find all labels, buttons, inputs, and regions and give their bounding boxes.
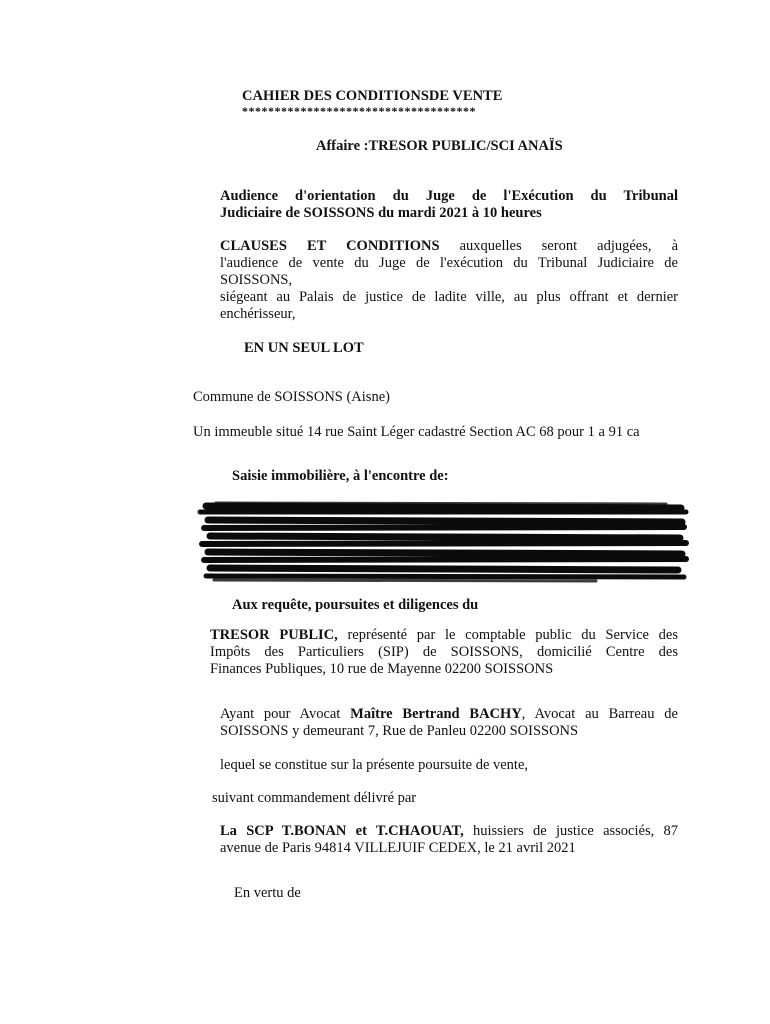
huissiers-line-1-rest: huissiers de justice associés, 87 — [463, 823, 678, 839]
clauses-line-4: siégeant au Palais de justice de ladite ville, au plus offrant et dernier — [220, 289, 678, 305]
tresor-line-1-rest: représenté par le comptable public du Service des — [337, 627, 678, 643]
avocat-line-2: SOISSONS y demeurant 7, Rue de Panleu 02200 SOISSONS — [220, 723, 579, 739]
audience-paragraph — [220, 188, 678, 222]
clauses-line-1 — [220, 238, 678, 255]
commandement-line: suivant commandement délivré par — [212, 790, 417, 806]
tresor-paragraph — [210, 627, 678, 678]
clauses-paragraph — [220, 238, 678, 323]
lot-heading: EN UN SEUL LOT — [244, 340, 364, 356]
redaction-scribble — [196, 498, 696, 584]
huissiers-bold-label: La SCP T.BONAN et T.CHAOUAT, — [220, 823, 464, 839]
document-title: CAHIER DES CONDITIONSDE VENTE — [242, 88, 503, 104]
huissiers-paragraph — [220, 823, 678, 857]
immeuble-line: Un immeuble situé 14 rue Saint Léger cadastré Section AC 68 pour 1 a 91 ca — [193, 424, 640, 440]
huissiers-line-1 — [220, 823, 678, 840]
audience-line-1: Audience d'orientation du Juge de l'Exécution du Tribunal — [220, 188, 678, 204]
clauses-line-2: l'audience de vente du Juge de l'exécution du Tribunal Judiciaire de — [220, 255, 678, 271]
vertu-line: En vertu de — [234, 885, 301, 901]
clauses-bold-label: CLAUSES ET CONDITIONS — [220, 238, 440, 254]
tresor-line-1 — [210, 627, 678, 644]
clauses-line-3: SOISSONS, — [220, 272, 293, 288]
constitue-line: lequel se constitue sur la présente poursuite de vente, — [220, 757, 529, 773]
huissiers-line-2: avenue de Paris 94814 VILLEJUIF CEDEX, le 21 avril 2021 — [220, 840, 576, 856]
avocat-prefix: Ayant pour Avocat — [220, 706, 351, 722]
clauses-line-5: enchérisseur, — [220, 306, 296, 322]
title-underline-stars: ************************************ — [242, 104, 476, 118]
avocat-name: Maître Bertrand BACHY — [350, 706, 522, 722]
affaire-heading: Affaire :TRESOR PUBLIC/SCI ANAÏS — [316, 138, 563, 154]
tresor-bold-label: TRESOR PUBLIC, — [210, 627, 338, 643]
clauses-line-1-rest: auxquelles seront adjugées, à — [439, 238, 678, 254]
commune-line: Commune de SOISSONS (Aisne) — [193, 389, 390, 405]
redacted-debtor-block — [196, 498, 696, 584]
tresor-line-2: Impôts des Particuliers (SIP) de SOISSONS, domicilié Centre des — [210, 644, 678, 660]
audience-line-2: Judiciaire de SOISSONS du mardi 2021 à 10 heures — [220, 205, 542, 221]
saisie-heading: Saisie immobilière, à l'encontre de: — [232, 468, 449, 484]
avocat-line-1 — [220, 706, 678, 723]
requete-heading: Aux requête, poursuites et diligences du — [232, 597, 479, 613]
tresor-line-3: Finances Publiques, 10 rue de Mayenne 02200 SOISSONS — [210, 661, 554, 677]
avocat-line-1-rest: , Avocat au Barreau de — [521, 706, 678, 722]
avocat-paragraph — [220, 706, 678, 740]
